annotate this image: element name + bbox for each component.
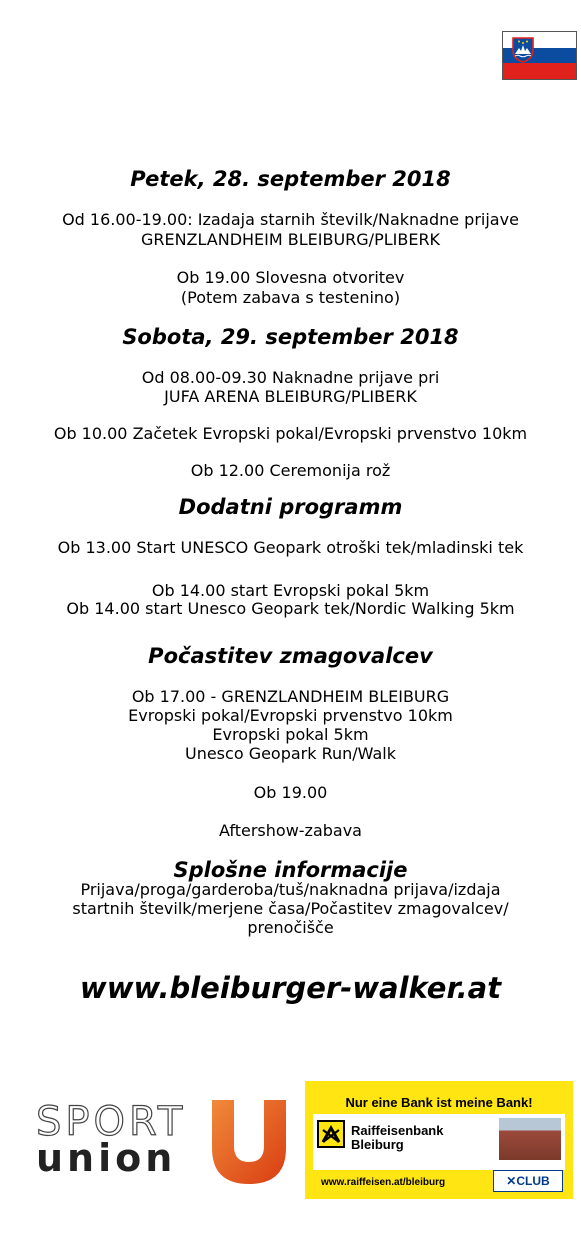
info-line-1: Prijava/proga/garderoba/tuš/naknadna prijava/izdaja (80, 880, 501, 899)
day2-line-1: Od 08.00-09.30 Naknadne prijave pri (141, 368, 440, 387)
day2-line-4: Ob 12.00 Ceremonija rož (190, 461, 391, 480)
bank-name-line-2: Bleiburg (351, 1137, 404, 1152)
coat-of-arms-icon (512, 37, 534, 63)
sport-union-logo (32, 1092, 292, 1192)
club-label: CLUB (516, 1174, 550, 1188)
awards-line-2: Evropski pokal/Evropski prvenstvo 10km (128, 706, 453, 725)
day2-line-3: Ob 10.00 Začetek Evropski pokal/Evropski prvenstvo 10km (53, 424, 528, 443)
day1-heading: Petek, 28. september 2018 (130, 167, 451, 191)
awards-heading: Počastitev zmagovalcev (148, 644, 433, 668)
slovenia-flag (502, 31, 577, 80)
general-info-heading: Splošne informacije (173, 858, 408, 882)
bank-slogan: Nur eine Bank ist meine Bank! (345, 1095, 533, 1110)
sport-union-word-sport: SPORT (36, 1099, 187, 1145)
club-badge (493, 1170, 563, 1192)
extra-line-2: Ob 14.00 start Evropski pokal 5km (151, 581, 430, 600)
day1-line-1: Od 16.00-19.00: Izadaja starnih številk/Naknadne prijave (62, 210, 519, 229)
bank-name (351, 1124, 443, 1152)
day2-heading: Sobota, 29. september 2018 (122, 325, 459, 349)
day1-line-3: Ob 19.00 Slovesna otvoritev (176, 268, 405, 287)
bank-building-photo (499, 1118, 561, 1160)
awards-line-3: Evropski pokal 5km (212, 725, 369, 744)
flag-stripe-red (503, 63, 576, 79)
awards-line-4: Unesco Geopark Run/Walk (184, 744, 396, 763)
sport-union-word-union: union (36, 1136, 177, 1180)
bank-url[interactable]: www.raiffeisen.at/bleiburg (321, 1177, 446, 1188)
extra-program-heading: Dodatni programm (178, 495, 403, 519)
extra-line-1: Ob 13.00 Start UNESCO Geopark otroški tek/mladinski tek (57, 538, 524, 557)
awards-line-6: Aftershow-zabava (219, 821, 362, 840)
day2-line-2: JUFA ARENA BLEIBURG/PLIBERK (164, 387, 417, 406)
day1-line-4: (Potem zabava s testenino) (180, 288, 401, 307)
bank-name-line-1: Raiffeisenbank (351, 1123, 444, 1138)
raiffeisen-gable-icon (317, 1120, 345, 1148)
website-link[interactable]: www.bleiburger-walker.at (79, 971, 502, 1005)
sport-union-u-icon (208, 1096, 290, 1188)
raiffeisen-banner[interactable] (305, 1081, 573, 1199)
awards-line-1: Ob 17.00 - GRENZLANDHEIM BLEIBURG (131, 687, 450, 706)
bank-logo-panel (313, 1114, 565, 1170)
extra-line-3: Ob 14.00 start Unesco Geopark tek/Nordic Walking 5km (66, 599, 515, 618)
club-x-icon: ✕ (506, 1174, 517, 1188)
day1-line-2: GRENZLANDHEIM BLEIBURG/PLIBERK (140, 230, 441, 249)
info-line-2: startnih številk/merjene časa/Počastitev zmagovalcev/ (72, 899, 509, 918)
info-line-3: prenočišče (247, 918, 334, 937)
awards-line-5: Ob 19.00 (253, 783, 328, 802)
